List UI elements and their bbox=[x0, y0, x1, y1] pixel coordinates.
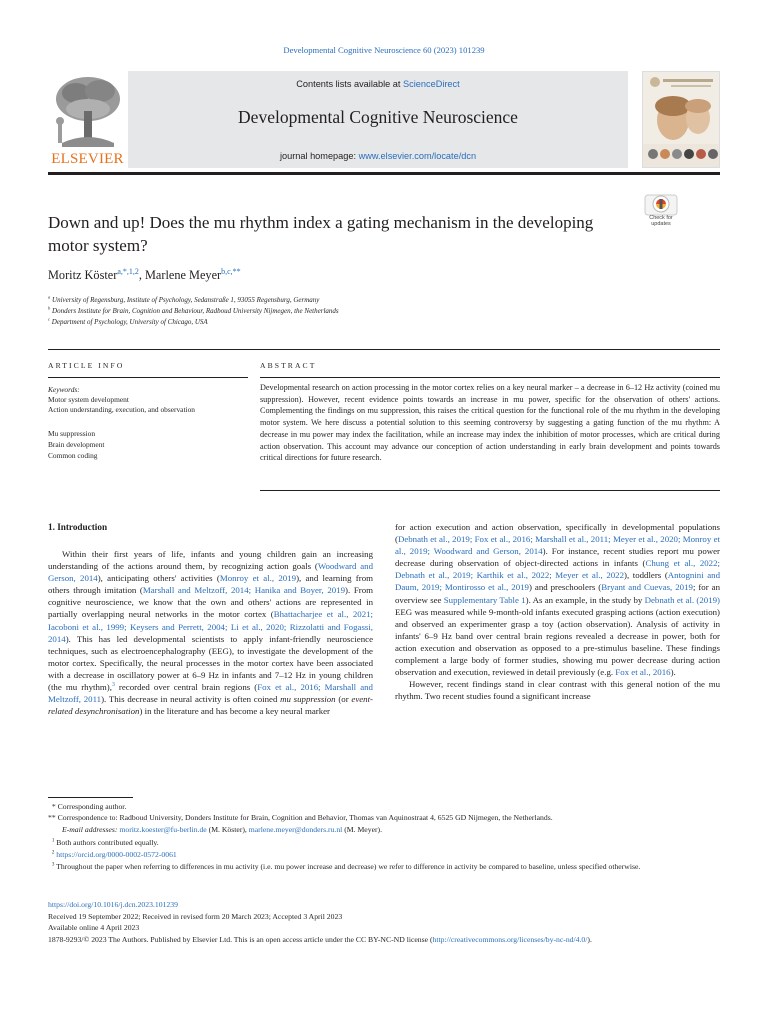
affiliation-text: University of Regensburg, Institute of Psychology, Sedanstraße 1, 93055 Regensburg, Germany bbox=[52, 296, 320, 304]
received-dates: Received 19 September 2022; Received in revised form 20 March 2023; Accepted 3 April 2023 bbox=[48, 911, 343, 921]
footnote-rule bbox=[48, 797, 133, 798]
footnote-text: Throughout the paper when referring to differences in mu activity (i.e. mu power increase and decrease) we refer to difference in activity be compared to baseline, unless specified otherwise. bbox=[56, 862, 641, 871]
citation-link[interactable]: Bryant and Cuevas, 2019 bbox=[601, 582, 693, 593]
footnote-correspondence: ** Correspondence to: Radboud University, Donders Institute for Brain, Cognition and Behavior, Thomas van Aquinostraat 4, 6525 GD Nijmegen, the Netherlands. bbox=[48, 813, 553, 822]
abstract-rule-top bbox=[260, 377, 720, 378]
elsevier-wordmark: ELSEVIER bbox=[51, 151, 124, 167]
citation-link[interactable]: Bhattacharjee et al., 2021; Iacoboni et al., 1999; Keysers and Perrett, 2004; Li et al., 2020; Rizzolatti and Fogassi, 2014 bbox=[48, 609, 374, 644]
article-info-heading: ARTICLE INFO bbox=[48, 361, 125, 370]
sciencedirect-link[interactable]: ScienceDirect bbox=[403, 79, 460, 89]
body-text: ). This has led developmental scientists to apply infant-friendly neuroscience techniques, such as electroencephalography (EEG), to investigate the development of the motor cortex. Specifically, the neural processes in the motor cortex have been associated with a decrease in oscillatory power at 6–9 Hz in infants and 7–12 Hz in young children (the mu rhythm), bbox=[48, 633, 373, 693]
body-text: ). For instance, recent studies report mu power decrease during observation of object-directed actions in infants ( bbox=[395, 546, 720, 569]
abstract-text: Developmental research on action processing in the motor cortex relies on a key neural marker – a decrease in 6–12 Hz activity (coined mu suppression). However, recent evidence points towards an increase in mu power, specific for the observation of others' actions. Complementing the findings on mu suppression, this raises the critical question for the functional role of the mu rhythm in the developing motor system. We here discuss a potential solution to this seeming controversy by suggesting a gating function of the mu rhythm: A decrease in mu power may index the facilitation, while an increase may index the inhibition of motor processes, which are critical during action observation. This account may advance our conception of action understanding in early brain development and points towards critical directions for future research. bbox=[260, 383, 720, 463]
article-info-rule bbox=[48, 377, 248, 378]
citation-link[interactable]: Debnath et al. (2019) bbox=[644, 594, 720, 605]
author-separator: , bbox=[138, 268, 145, 282]
footnote-text: Corresponding author. bbox=[57, 802, 127, 811]
journal-banner bbox=[128, 71, 628, 168]
crossmark-icon bbox=[644, 194, 678, 216]
body-column-left bbox=[48, 548, 373, 717]
body-paragraph: However, recent findings stand in clear contrast with this general notion of the mu rhythm. Two recent studies found a significant increase bbox=[395, 679, 720, 702]
affiliation-text: Donders Institute for Brain, Cognition and Behaviour, Radboud University Nijmegen, the Netherlands bbox=[52, 307, 339, 315]
affiliation-mark: a bbox=[48, 294, 51, 300]
online-date: Available online 4 April 2023 bbox=[48, 923, 140, 933]
doi-link[interactable]: https://doi.org/10.1016/j.dcn.2023.101239 bbox=[48, 900, 178, 909]
journal-reference[interactable]: Developmental Cognitive Neuroscience 60 (2023) 101239 bbox=[283, 45, 485, 55]
footnote-2 bbox=[48, 850, 720, 861]
section-heading-introduction: 1. Introduction bbox=[48, 522, 108, 532]
body-text: ), and learning from others through imitation ( bbox=[48, 573, 373, 596]
crossmark-label: Check for updates bbox=[649, 215, 673, 227]
footnote-text: Correspondence to: Radboud University, Donders Institute for Brain, Cognition and Behavior, Thomas van Aquinostraat 4, 6525 GD Nijmegen, the Netherlands. bbox=[57, 813, 553, 822]
citation-link[interactable]: Supplementary Table 1 bbox=[443, 594, 526, 605]
email-owner: (M. Köster), bbox=[206, 825, 249, 834]
body-text: ) and preschoolers ( bbox=[528, 582, 602, 593]
affiliation-mark: b bbox=[48, 305, 51, 311]
abstract-rule-bottom bbox=[260, 490, 720, 491]
body-text: EEG was measured while 9-month-old infants executed grasping actions (action execution) and observed an experimenter grasp a toy (action observation). Analysis of activity in infants' 6–9 Hz band over central brain regions revealed a decrease in power, both for action execution and observation as opposed to a pre-stimulus baseline. These findings complement a large body of former studies, showing mu power decrease during action observation and execution, reviewed in detail previously (e.g. bbox=[395, 606, 720, 678]
citation-link[interactable]: Monroy et al., 2019 bbox=[219, 573, 297, 584]
citation-link[interactable]: Debnath et al., 2019; Fox et al., 2016; Marshall et al., 2011; Meyer et al., 2020; Monroy et al., 2019; Woodward and Gerson, 2014 bbox=[395, 534, 720, 557]
emphasis-text: event-related desynchronisation bbox=[48, 694, 374, 717]
author-affiliation-marks[interactable]: b,c,** bbox=[221, 266, 241, 276]
email-link[interactable]: moritz.koester@fu-berlin.de bbox=[119, 825, 207, 834]
journal-cover-image bbox=[642, 71, 720, 168]
body-text: for action execution and action observation, specifically in developmental populations ( bbox=[395, 522, 720, 545]
footnote-mark: 3 bbox=[51, 862, 55, 868]
citation-link[interactable]: Fox et al., 2016 bbox=[615, 667, 671, 678]
contents-prefix: Contents lists available at bbox=[296, 79, 404, 89]
body-text: ), anticipating others' activities ( bbox=[97, 573, 220, 584]
check-for-updates-badge[interactable] bbox=[644, 194, 678, 228]
affiliation-mark: c bbox=[48, 316, 51, 322]
footnote-mark: 2 bbox=[51, 850, 55, 856]
email-owner: (M. Meyer). bbox=[342, 825, 383, 834]
affiliation-text: Department of Psychology, University of Chicago, USA bbox=[51, 318, 208, 326]
footnote-1 bbox=[48, 838, 720, 849]
citation-link[interactable]: Antognini and Daum, 2019; Montirosso et al., 2019 bbox=[395, 570, 721, 593]
keywords-label: Keywords: bbox=[48, 385, 80, 394]
cover-illustration bbox=[643, 72, 720, 168]
section-divider bbox=[48, 349, 720, 350]
affiliation bbox=[48, 307, 339, 315]
footnote-text: Both authors contributed equally. bbox=[56, 838, 159, 847]
footnote-mark: 1 bbox=[51, 838, 55, 844]
body-column-right bbox=[395, 521, 720, 702]
author-name: Moritz Köster bbox=[48, 268, 118, 282]
affiliation bbox=[48, 318, 208, 326]
body-text: ), toddlers ( bbox=[624, 570, 668, 581]
license-statement bbox=[48, 934, 720, 946]
masthead bbox=[48, 71, 720, 168]
citation-link[interactable]: Fox et al., 2016; Marshall and Meltzoff, 2011 bbox=[48, 682, 373, 705]
abstract-heading: ABSTRACT bbox=[260, 361, 317, 370]
citation-link[interactable]: Chung et al., 2022; Debnath et al., 2019; Karthik et al., 2022; Meyer et al., 2022 bbox=[395, 558, 720, 581]
license-link[interactable]: http://creativecommons.org/licenses/by-nc-nd/4.0/ bbox=[432, 934, 588, 944]
orcid-link[interactable]: https://orcid.org/0000-0002-0572-0061 bbox=[56, 850, 177, 859]
homepage-line bbox=[128, 151, 628, 161]
license-suffix: ). bbox=[587, 934, 592, 944]
header-rule bbox=[48, 172, 720, 175]
author-affiliation-marks[interactable]: a,*,1,2 bbox=[117, 266, 139, 276]
keyword: Motor system development bbox=[48, 395, 129, 404]
elsevier-logo bbox=[48, 71, 127, 168]
journal-title: Developmental Cognitive Neuroscience bbox=[238, 107, 518, 127]
email-label: E-mail addresses: bbox=[62, 825, 118, 834]
keyword: Common coding bbox=[48, 451, 98, 460]
body-text: ). This decrease in neural activity is often coined bbox=[101, 694, 281, 705]
keyword: Action understanding, execution, and observation bbox=[48, 405, 195, 414]
body-paragraph bbox=[395, 521, 720, 678]
body-text: ). As an example, in the study by bbox=[525, 594, 645, 605]
author-name: Marlene Meyer bbox=[145, 268, 222, 282]
license-text: 1878-9293/© 2023 The Authors. Published by Elsevier Ltd. This is an open access article under the CC BY-NC-ND license ( bbox=[48, 934, 433, 944]
emphasis-text: mu suppression bbox=[280, 694, 336, 705]
footnote-3 bbox=[48, 862, 720, 873]
body-text: recorded over central brain regions ( bbox=[114, 682, 258, 693]
body-text: Within their first years of life, infants and young children gain an increasing understanding of the actions around them, by recognizing action goals ( bbox=[48, 549, 373, 572]
body-text: ; for an overview see bbox=[395, 582, 720, 605]
body-text: ) in the literature and has become a key neural marker bbox=[139, 706, 330, 717]
contents-line bbox=[128, 79, 628, 89]
body-text: ). From cognitive neuroscience, we know that the own and others' actions are represented in partially overlapping neural networks in the motor cortex ( bbox=[48, 585, 373, 620]
affiliation bbox=[48, 296, 319, 304]
citation-link[interactable]: Marshall and Meltzoff, 2014; Hanika and Boyer, 2019 bbox=[142, 585, 346, 596]
footnote-corresponding: * Corresponding author. bbox=[48, 802, 127, 811]
keyword: Mu suppression bbox=[48, 429, 96, 438]
footnote-ref[interactable]: 3 bbox=[111, 682, 115, 689]
article-title: Down and up! Does the mu rhythm index a gating mechanism in the developing motor system? bbox=[48, 213, 594, 255]
homepage-prefix: journal homepage: bbox=[279, 151, 359, 161]
email-link[interactable]: marlene.meyer@donders.ru.nl bbox=[248, 825, 343, 834]
footnote-emails bbox=[48, 825, 734, 836]
author-list bbox=[48, 268, 241, 283]
citation-link[interactable]: Woodward and Gerson, 2014 bbox=[48, 561, 373, 584]
homepage-link[interactable]: www.elsevier.com/locate/dcn bbox=[358, 151, 477, 161]
body-text: ). bbox=[670, 667, 676, 678]
elsevier-tree-icon bbox=[48, 71, 127, 151]
body-paragraph bbox=[48, 548, 373, 717]
publication-info bbox=[48, 899, 720, 945]
keyword: Brain development bbox=[48, 440, 105, 449]
body-text: (or bbox=[335, 694, 352, 705]
